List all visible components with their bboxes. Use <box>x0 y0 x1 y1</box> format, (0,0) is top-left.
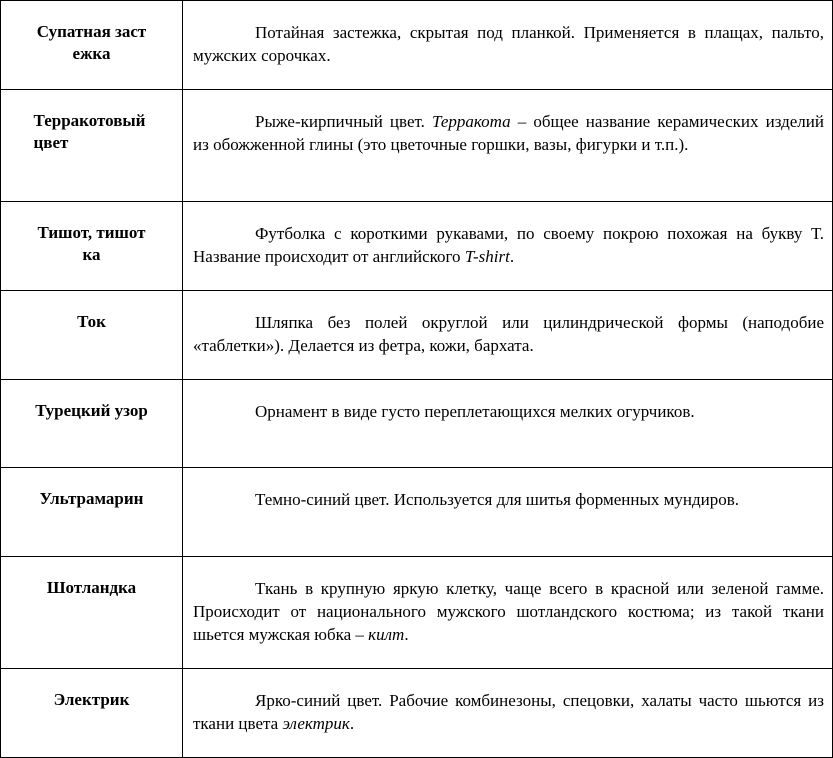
table-row <box>1 557 833 669</box>
definition-text: . <box>349 714 355 733</box>
term-text: Турецкий узор <box>35 401 148 420</box>
definition-text: . <box>404 625 409 644</box>
term-cell <box>1 291 183 380</box>
definition-text: . <box>509 247 515 266</box>
definition-cell <box>183 291 833 380</box>
term-text: Шотландка <box>46 578 137 597</box>
term-cell <box>1 380 183 468</box>
term-text: Терракотовый цвет <box>33 111 146 152</box>
definition-italic-term: килт <box>368 625 405 644</box>
term-text: Тишот, тишотка <box>37 223 146 264</box>
term-cell <box>1 557 183 669</box>
definition-text: Шляпка без полей округлой или цилиндрической формы (наподобие «таблетки»). Делается из фетра, кожи, бархата. <box>193 313 824 355</box>
term-cell <box>1 669 183 758</box>
definition-text: Ярко-синий цвет. Рабочие комбинезоны, спецовки, халаты часто шьются из ткани цвета <box>193 691 824 733</box>
table-row <box>1 291 833 380</box>
definition-text: Рыже-кирпичный цвет. <box>255 112 432 131</box>
definition-cell <box>183 669 833 758</box>
definition-text: Ткань в крупную яркую клетку, чаще всего в красной или зеленой гамме. Происходит от национального мужского шотландского костюма; из такой ткани шьется мужская юбка – <box>193 579 824 644</box>
table-row <box>1 1 833 90</box>
table-row <box>1 669 833 758</box>
table-row <box>1 468 833 557</box>
definition-text: – общее название керамических изделий из обожженной глины (это цветочные горшки, вазы, фигурки и т.п.). <box>193 112 824 154</box>
term-cell <box>1 202 183 291</box>
term-cell <box>1 468 183 557</box>
definition-cell <box>183 1 833 90</box>
definition-italic-term: электрик <box>282 714 350 733</box>
term-text: Ультрамарин <box>39 489 144 508</box>
table-row <box>1 380 833 468</box>
definition-cell <box>183 468 833 557</box>
definition-cell <box>183 557 833 669</box>
table-row <box>1 202 833 291</box>
definition-text: Орнамент в виде густо переплетающихся мелких огурчиков. <box>255 402 695 421</box>
definition-cell <box>183 380 833 468</box>
definition-italic-term: Терракота <box>431 112 511 131</box>
definition-text: Потайная застежка, скрытая под планкой. Применяется в плащах, пальто, мужских сорочках. <box>193 23 824 65</box>
definition-cell <box>183 90 833 202</box>
definition-text: Футболка с короткими рукавами, по своему покрою похожая на букву Т. Название происходит от английского <box>193 224 824 266</box>
term-cell <box>1 1 183 90</box>
table-row <box>1 90 833 202</box>
definition-text: Темно-синий цвет. Используется для шитья форменных мундиров. <box>255 490 740 509</box>
definition-cell <box>183 202 833 291</box>
term-text: Супатная застежка <box>36 22 147 63</box>
term-text: Ток <box>77 312 106 331</box>
term-text: Электрик <box>53 690 130 709</box>
term-cell <box>1 90 183 202</box>
definition-italic-term: T-shirt <box>464 247 510 266</box>
